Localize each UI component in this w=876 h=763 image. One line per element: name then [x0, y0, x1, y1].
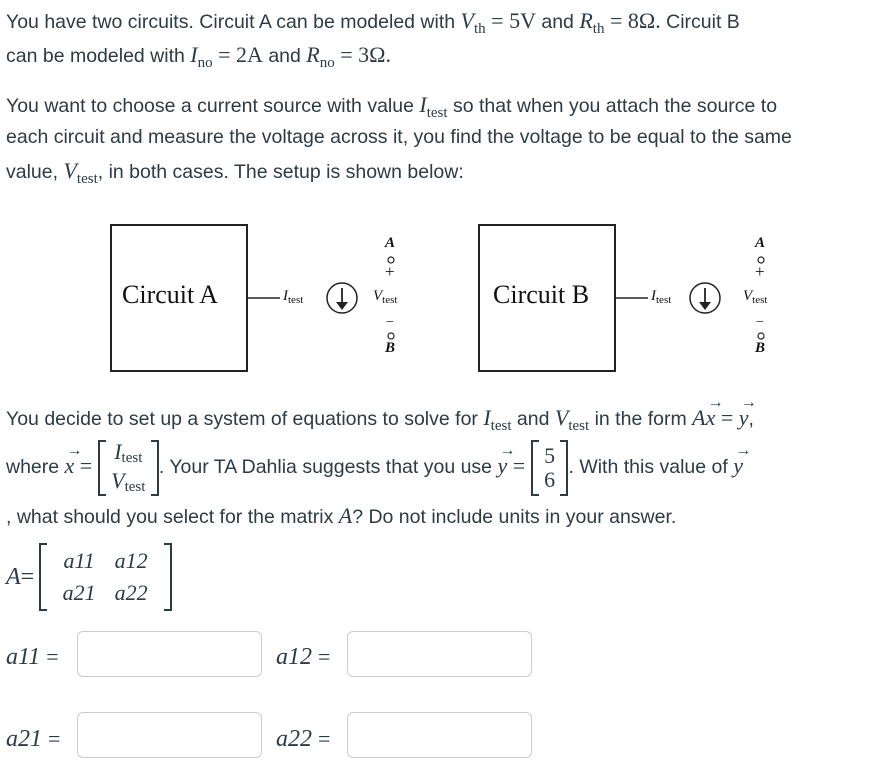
plus-sign: + [385, 262, 395, 281]
terminal-a-label: A [385, 235, 396, 251]
para2-line-1: You want to choose a current source with value $I_{test}$ so that when you attach the source to [6, 92, 778, 121]
plus-sign: + [755, 262, 765, 281]
matrix-lhs: A [6, 563, 21, 590]
para2-line-3: value, $V_{test}$, in both cases. The setup is shown below: [6, 158, 464, 187]
circuit-b-label: Circuit B [493, 280, 590, 309]
minus-sign: − [756, 315, 764, 330]
matrix-left-bracket [39, 543, 47, 611]
matrix-eq: = [20, 563, 35, 590]
para2-line-2: each circuit and measure the voltage across it, you find the voltage to be equal to the same [6, 126, 792, 148]
x-vector-right-bracket [151, 440, 159, 496]
a21-label: a21 = [6, 726, 61, 752]
matrix-cell-a12: a12 [114, 548, 148, 573]
minus-sign: − [386, 315, 394, 330]
matrix-a [6, 543, 172, 619]
a11-label: a11 = [6, 644, 59, 670]
circuit-a-label: Circuit A [122, 280, 219, 309]
matrix-cell-a22: a22 [114, 580, 148, 605]
para3-line-2: where → x = Itest Vtest . Your TA Dahlia suggests that you use → y = 5 6 . With this value of → y [6, 437, 743, 497]
y-vector-right-bracket [560, 440, 568, 496]
x-vector-left-bracket [98, 440, 106, 496]
a11-input[interactable] [77, 631, 262, 677]
para3-line-3: , what should you select for the matrix A? Do not include units in your answer. [6, 503, 677, 528]
v-test-label: $V_{test}$ [743, 288, 768, 306]
x-vector: Itest Vtest [111, 438, 146, 495]
matrix-cell-a21: a21 [62, 580, 96, 605]
y-vector-left-bracket [531, 440, 539, 496]
terminal-b-label: B [385, 340, 396, 356]
terminal-b-dot [388, 333, 394, 339]
i-test-label: $I_{test}$ [283, 288, 304, 306]
v-test-label: $V_{test}$ [373, 288, 398, 306]
terminal-a-label: A [755, 235, 766, 251]
a12-input[interactable] [347, 631, 532, 677]
matrix-cells [51, 545, 159, 609]
matrix-right-bracket [164, 543, 172, 611]
intro-line-2: can be modeled with $I_{no} = 2A$ and $R_{no} = 3\Omega$. [6, 42, 391, 71]
a12-label: a12 = [276, 644, 331, 670]
i-test-label: $I_{test}$ [651, 288, 672, 306]
para3-line-1: You decide to set up a system of equations to solve for $I_{test}$ and $V_{test}$ in the form A→ x = → y, [6, 401, 754, 438]
terminal-b-label: B [755, 340, 766, 356]
a22-label: a22 = [276, 726, 331, 752]
y-vector: 5 6 [544, 442, 556, 492]
matrix-cell-a11: a11 [63, 548, 95, 573]
a21-input[interactable] [77, 712, 262, 758]
terminal-b-dot [758, 333, 764, 339]
a22-input[interactable] [347, 712, 532, 758]
intro-line-1: You have two circuits. Circuit A can be modeled with $V_{th} = 5V$ and $R_{th} = 8\Omega$. Circuit B [6, 8, 740, 37]
